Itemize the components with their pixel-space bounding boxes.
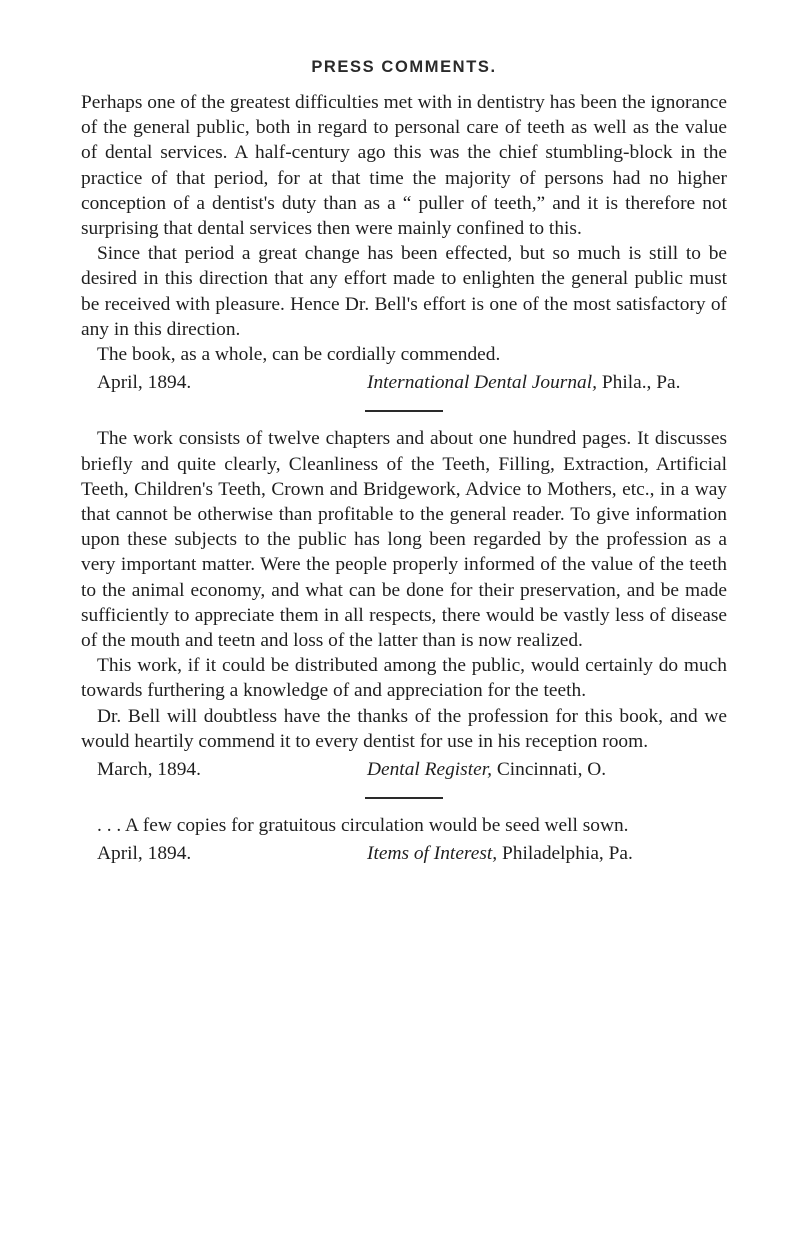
review-source: [367, 370, 727, 395]
review-paragraph: Dr. Bell will doubtless have the thanks of the profession for this book, and we would heartily commend it to every dentist for use in his reception room.: [81, 705, 727, 752]
review-paragraph: Since that period a great change has been effected, but so much is still to be desired in this direction that any effort made to enlighten the general public must be received with pleasure. Hence Dr. Bell's effort is one of the most satisfactory of any in this direction.: [81, 243, 727, 340]
review-date: April, 1894.: [97, 843, 192, 865]
review-dental-register: [81, 426, 727, 782]
review-international-dental-journal: [81, 90, 727, 395]
review-source: [367, 841, 727, 866]
review-items-of-interest: [81, 813, 727, 866]
section-divider: [365, 797, 443, 799]
publication-name: Items of Interest,: [367, 843, 498, 865]
document-page: [81, 58, 727, 867]
section-divider: [365, 410, 443, 412]
review-signoff: [81, 841, 727, 866]
review-source: [367, 757, 727, 782]
publication-place: Philadelphia, Pa.: [502, 843, 633, 865]
review-date: April, 1894.: [97, 372, 192, 394]
review-date: March, 1894.: [97, 759, 201, 781]
publication-name: International Dental Journal,: [367, 372, 597, 394]
publication-name: Dental Register,: [367, 759, 492, 781]
review-signoff: [81, 757, 727, 782]
publication-place: Cincinnati, O.: [496, 759, 607, 781]
publication-place: Phila., Pa.: [601, 372, 681, 394]
review-signoff: [81, 370, 727, 395]
review-paragraph: The work consists of twelve chapters and about one hundred pages. It discusses briefly and quite clearly, Cleanliness of the Teeth, Filling, Extraction, Artificial Teeth, Children's Teeth, Crown and Bridgework, Advice to Mothers, etc., in a way that cannot be otherwise than profitable to the general reader. To give information upon these subjects to the public has long been regarded by the profession as a very important matter. Were the people properly informed of the value of the teeth to the animal economy, and what can be done for their preservation, and be made sufficiently to appreciate them in all respects, there would be vastly less of disease of the mouth and teetn and loss of the latter than is now realized.: [81, 428, 727, 652]
review-paragraph: Perhaps one of the greatest difficulties met with in dentistry has been the ignorance of the general public, both in regard to personal care of teeth as well as the value of dental services. A half-century ago this was the chief stumbling-block in the practice of that period, for at that time the majority of persons had no higher conception of a dentist's duty than as a “ puller of teeth,” and it is therefore not surprising that dental services then were mainly confined to this.: [81, 92, 727, 240]
page-heading: PRESS COMMENTS.: [311, 58, 497, 76]
review-paragraph: This work, if it could be distributed among the public, would certainly do much towards furthering a knowledge of and appreciation for the teeth.: [81, 655, 727, 702]
review-paragraph: . . . A few copies for gratuitous circulation would be seed well sown.: [97, 815, 629, 837]
review-paragraph: The book, as a whole, can be cordially commended.: [97, 344, 501, 366]
